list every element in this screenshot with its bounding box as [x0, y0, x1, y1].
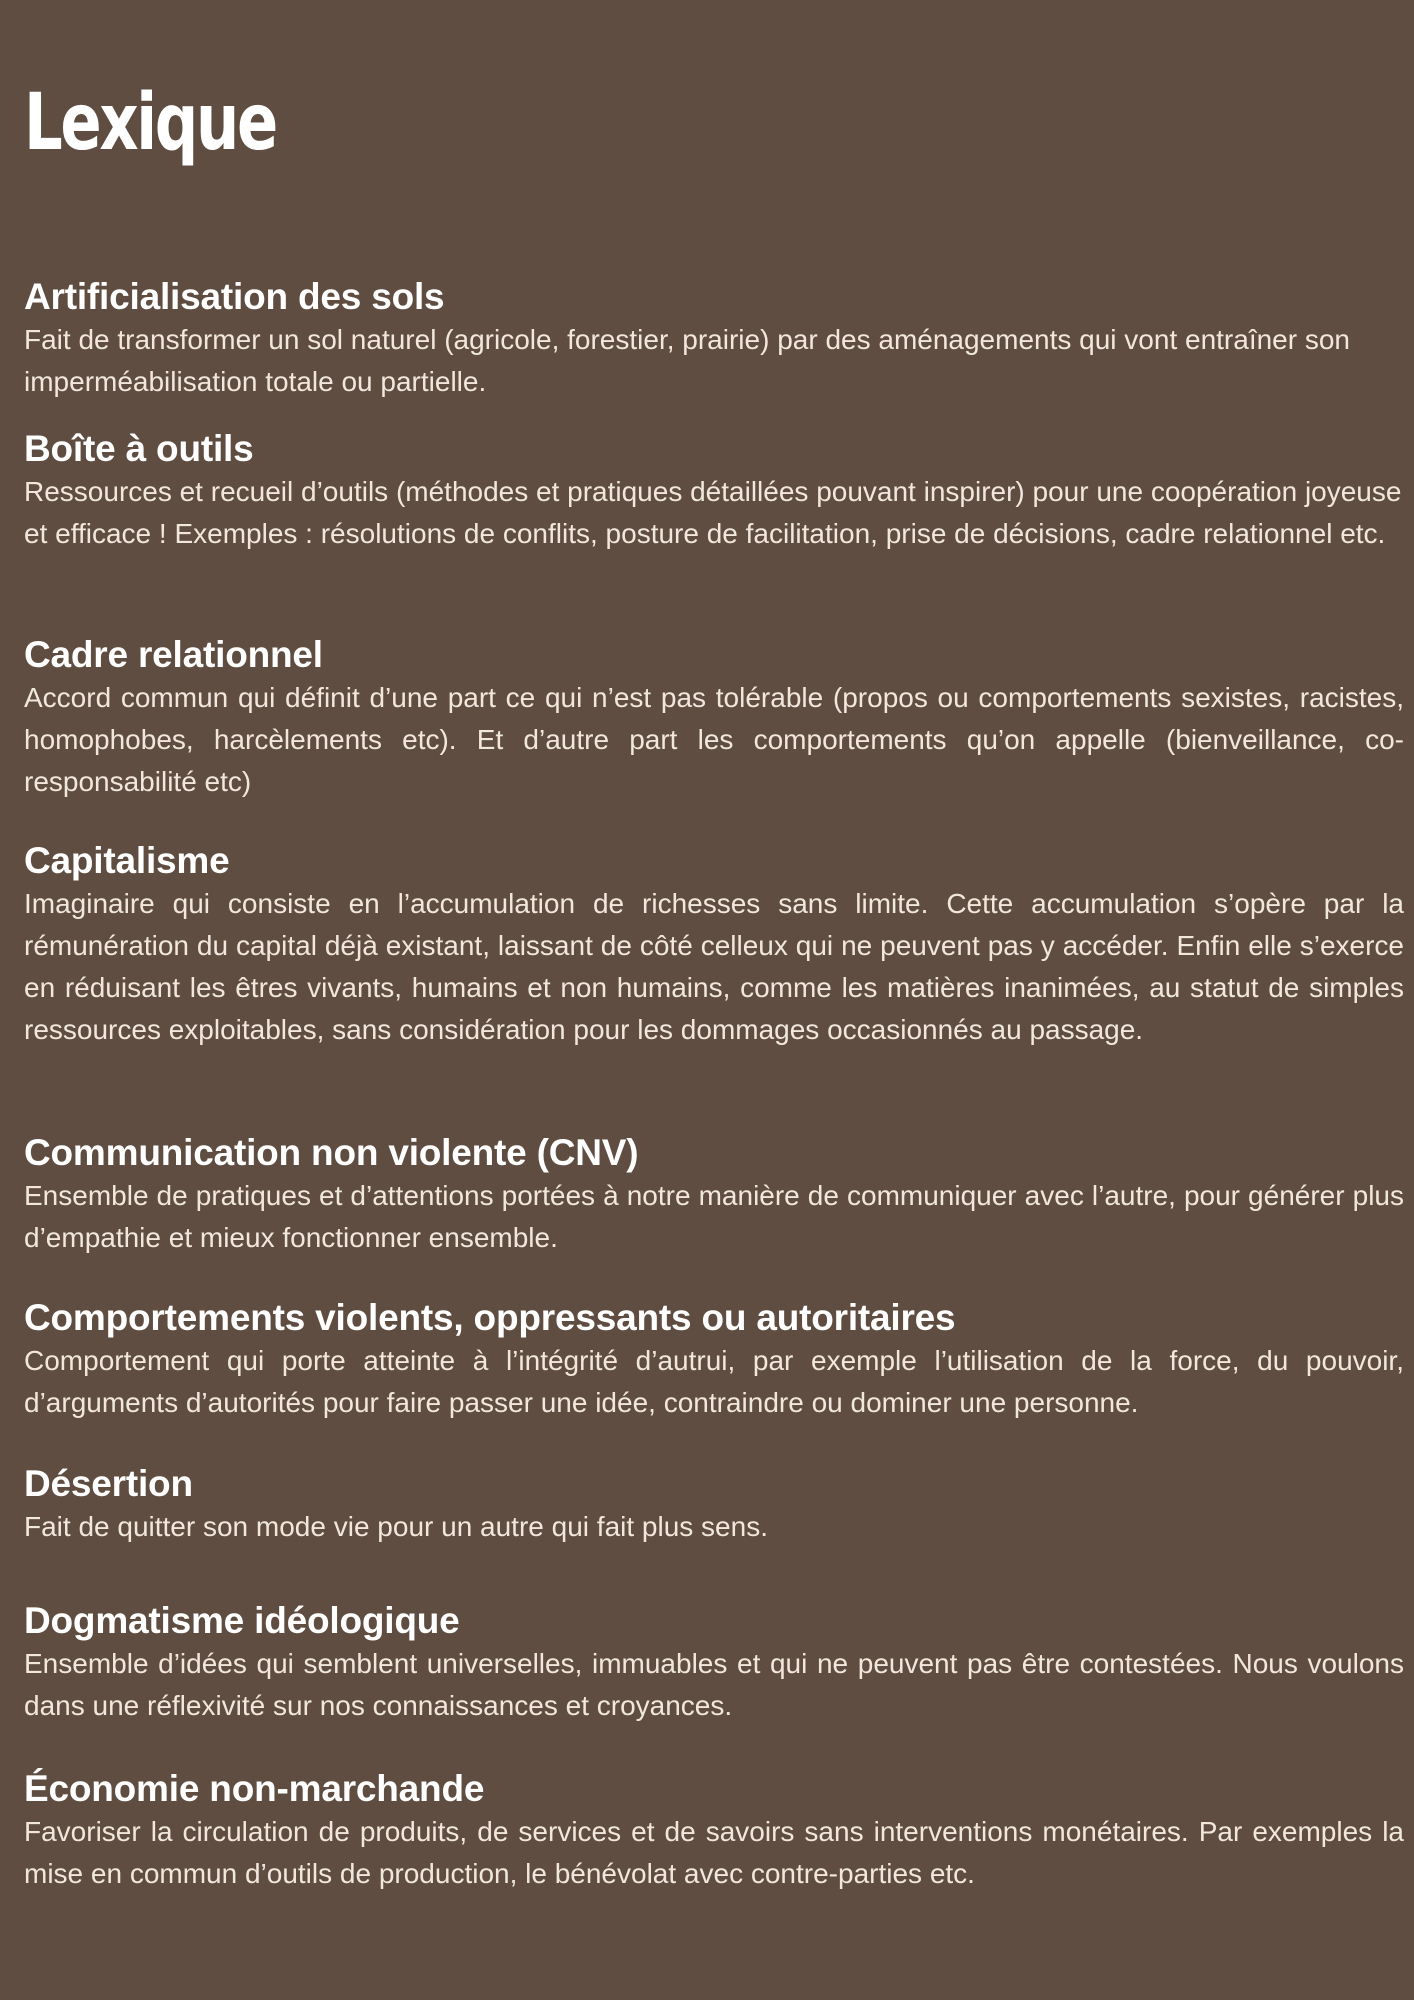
lexicon-entry-artificialisation [24, 275, 1404, 403]
entry-term: Artificialisation des sols [24, 276, 445, 317]
entry-term: Communication non violente (CNV) [24, 1132, 639, 1173]
entry-definition: Fait de quitter son mode vie pour un autre qui fait plus sens. [24, 1511, 768, 1542]
entry-term: Capitalisme [24, 840, 230, 881]
entry-definition: Favoriser la circulation de produits, de services et de savoirs sans interventions monétaires. Par exemples la mise en commun d’outils de production, le bénévolat avec contre-parties etc. [24, 1816, 1404, 1889]
entry-term: Cadre relationnel [24, 634, 323, 675]
entry-term: Dogmatisme idéologique [24, 1600, 460, 1641]
entry-definition: Comportement qui porte atteinte à l’intégrité d’autrui, par exemple l’utilisation de la force, du pouvoir, d’arguments d’autorités pour faire passer une idée, contraindre ou dominer une personne. [24, 1345, 1404, 1418]
lexicon-entry-dogmatisme [24, 1599, 1404, 1727]
entry-definition: Ressources et recueil d’outils (méthodes et pratiques détaillées pouvant inspirer) pour une coopération joyeuse et efficace ! Exemples : résolutions de conflits, posture de facilitation, prise de décisions, cadre relationnel etc. [24, 476, 1402, 549]
entry-term: Comportements violents, oppressants ou autoritaires [24, 1297, 956, 1338]
page-title: Lexique [24, 78, 276, 168]
lexicon-entry-capitalisme [24, 839, 1404, 1051]
entry-definition: Accord commun qui définit d’une part ce qui n’est pas tolérable (propos ou comportements sexistes, racistes, homophobes, harcèlements etc). Et d’autre part les comportements qu’on appelle (bienveillance, co-responsabilité etc) [24, 682, 1404, 797]
lexicon-entry-cnv [24, 1131, 1404, 1259]
entry-term: Désertion [24, 1463, 193, 1504]
entry-definition: Imaginaire qui consiste en l’accumulation de richesses sans limite. Cette accumulation s’opère par la rémunération du capital déjà existant, laissant de côté celleux qui ne peuvent pas y accéder. Enfin elle s’exerce en réduisant les êtres vivants, humains et non humains, comme les matières inanimées, au statut de simples ressources exploitables, sans considération pour les dommages occasionnés au passage. [24, 888, 1404, 1045]
lexicon-entry-boite-a-outils [24, 427, 1404, 555]
lexicon-page [24, 0, 1404, 2000]
lexicon-entry-desertion [24, 1462, 1404, 1548]
lexicon-entry-cadre-relationnel [24, 633, 1404, 803]
entry-term: Économie non-marchande [24, 1768, 485, 1809]
entry-term: Boîte à outils [24, 428, 254, 469]
entry-definition: Ensemble de pratiques et d’attentions portées à notre manière de communiquer avec l’autre, pour générer plus d’empathie et mieux fonctionner ensemble. [24, 1180, 1404, 1253]
lexicon-entry-economie-non-marchande [24, 1767, 1404, 1895]
entry-definition: Fait de transformer un sol naturel (agricole, forestier, prairie) par des aménagements qui vont entraîner son imperméabilisation totale ou partielle. [24, 324, 1350, 397]
entry-definition: Ensemble d’idées qui semblent universelles, immuables et qui ne peuvent pas être contestées. Nous voulons dans une réflexivité sur nos connaissances et croyances. [24, 1648, 1404, 1721]
lexicon-entry-comportements-violents [24, 1296, 1404, 1424]
